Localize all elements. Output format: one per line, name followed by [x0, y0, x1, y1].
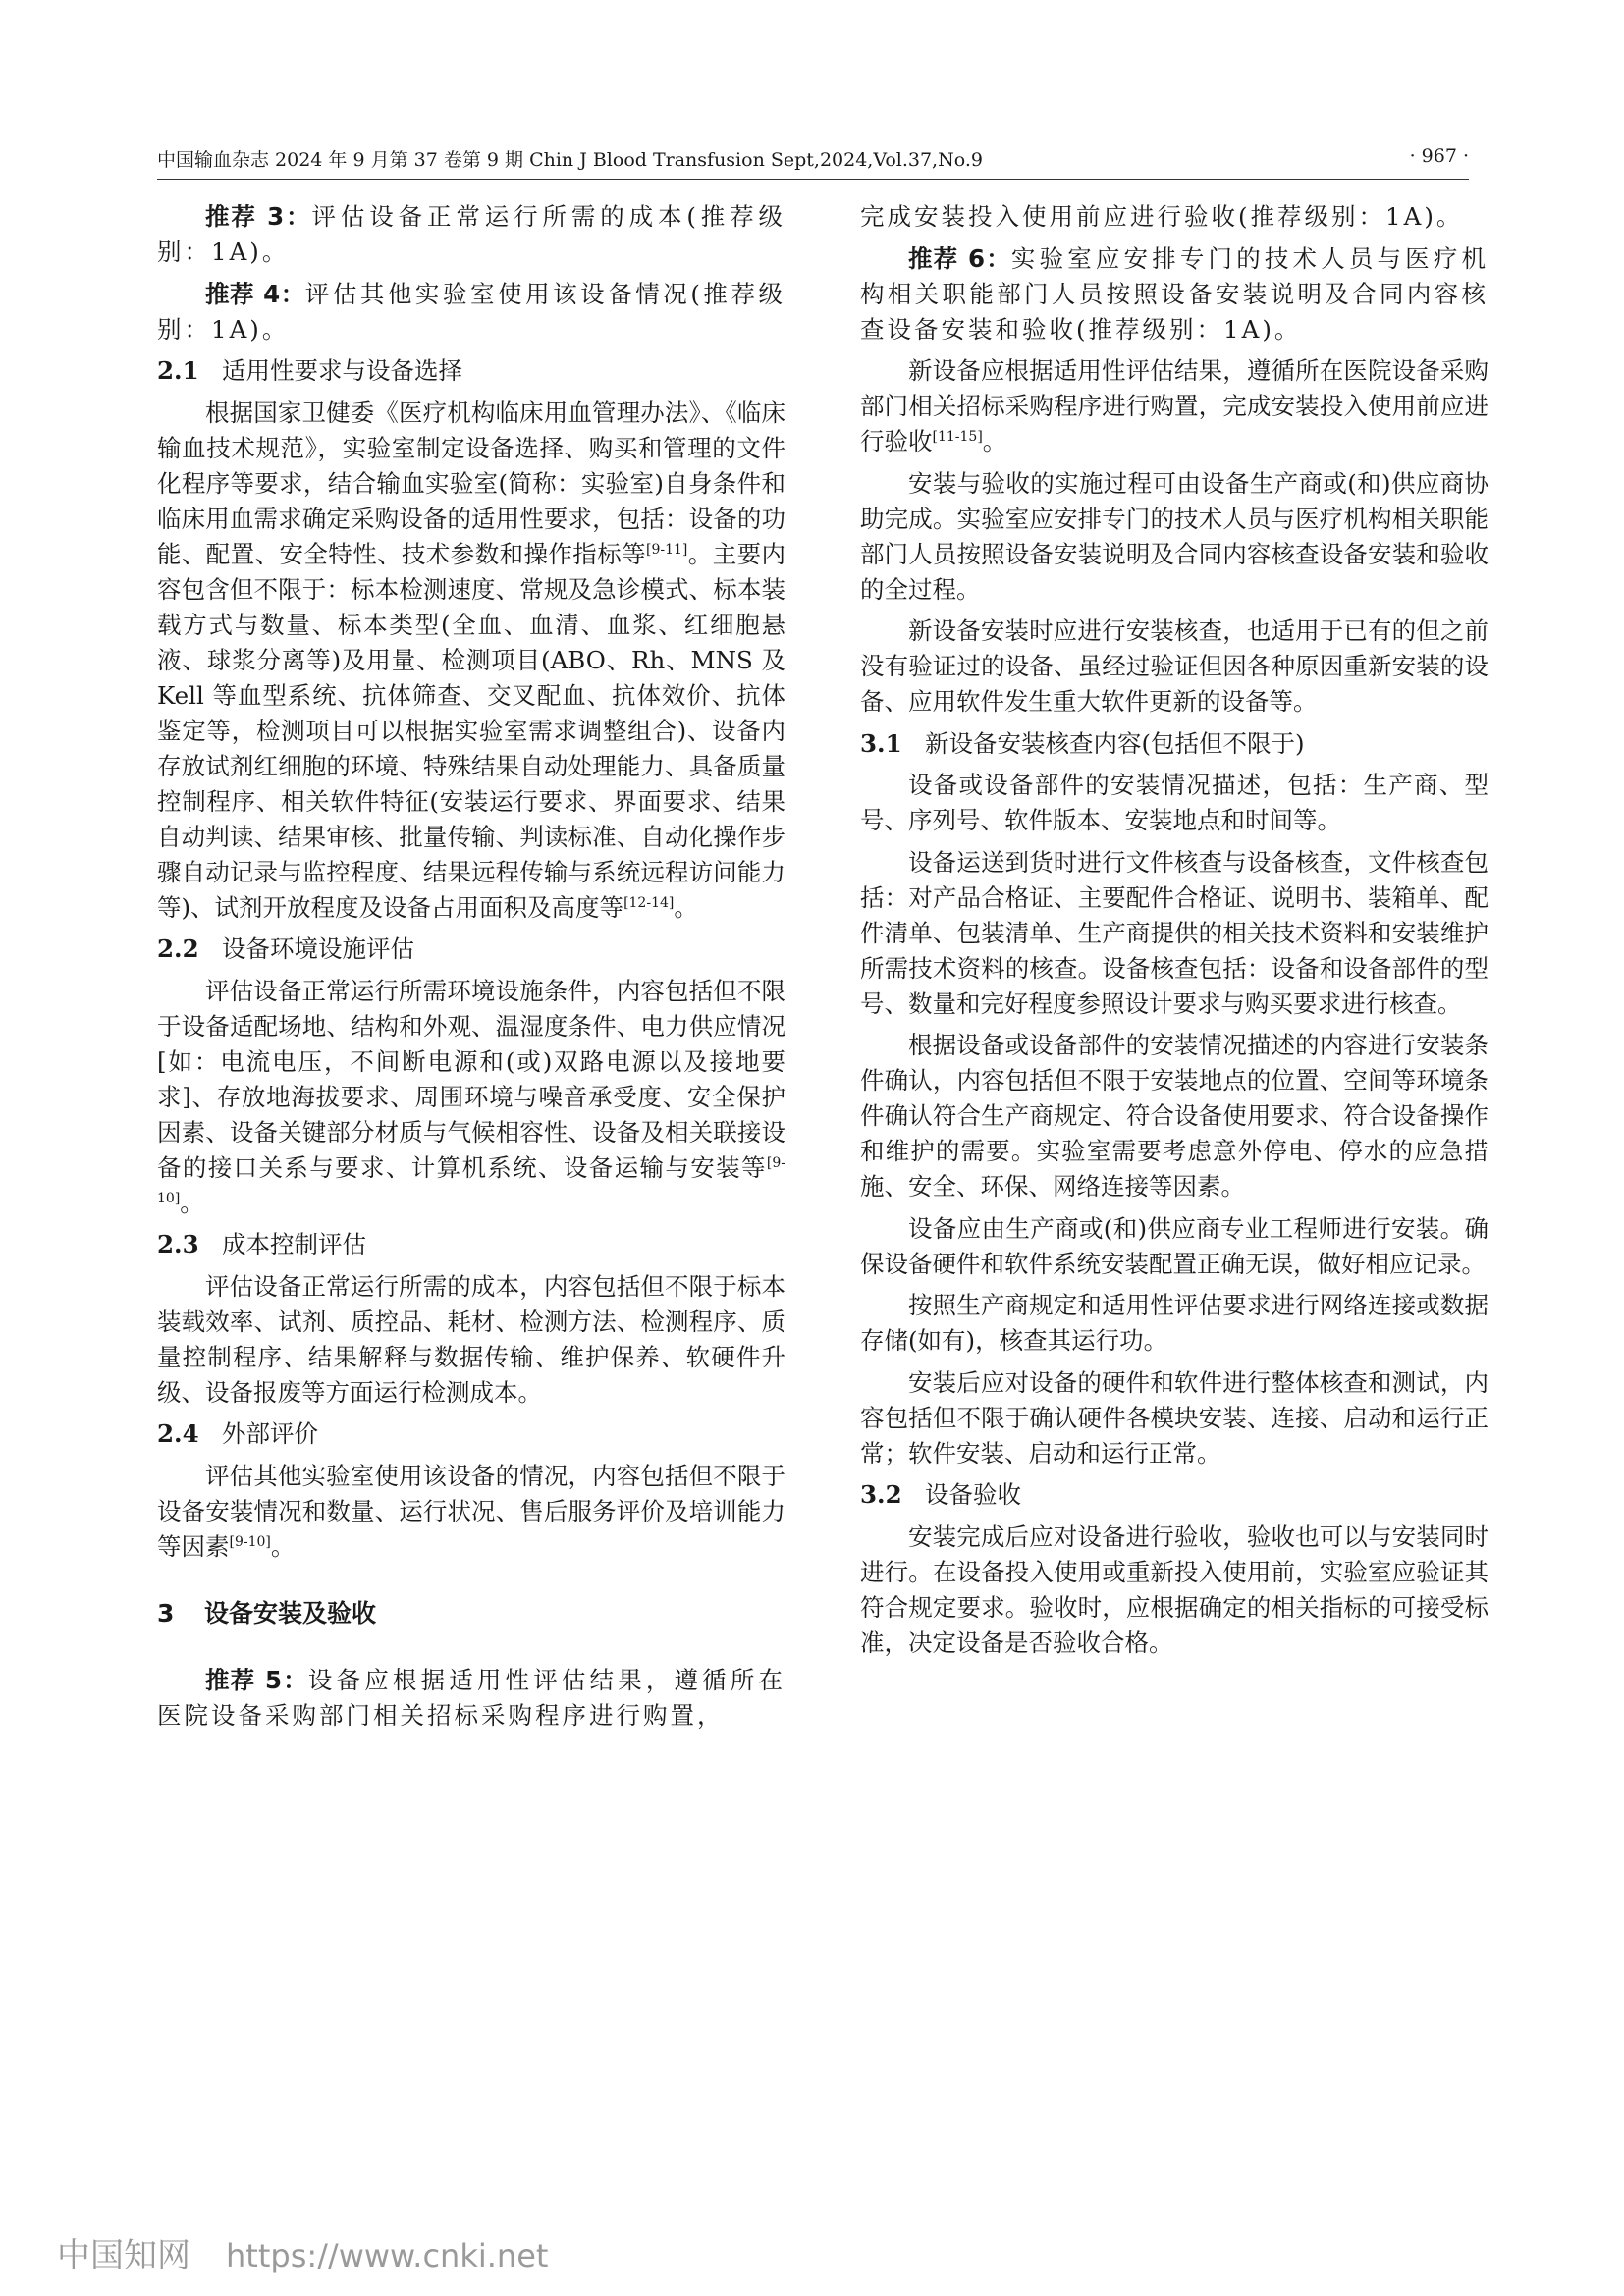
paragraph-2-2: 评估设备正常运行所需环境设施条件，内容包括但不限于设备适配场地、结构和外观、温湿度条件、电力供应情况[如：电流电压，不间断电源和(或)双路电源以及接地要求]、存放地海拔要求、周围环境与噪音承受度、安全保护因素、设备关键部分材质与气候相容性、设备及相关联接设备的接口关系与要求、计算机系统、设备运输与安装等[9-10]。 — [157, 976, 785, 1217]
cnki-url-link[interactable]: https://www.cnki.net — [226, 2237, 549, 2274]
section-heading-3-2: 3.2 设备验收 — [860, 1480, 1021, 1509]
paragraph-2-3: 评估设备正常运行所需的成本，内容包括但不限于标本装载效率、试剂、质控品、耗材、检测方法、检测程序、质量控制程序、结果解释与数据传输、维护保养、软硬件升级、设备报废等方面运行检测成本。 — [157, 1271, 785, 1407]
paragraph-r2: 安装与验收的实施过程可由设备生产商或(和)供应商协助完成。实验室应安排专门的技术人员与医疗机构相关职能部门人员按照设备安装说明及合同内容核查设备安装和验收的全过程。 — [860, 468, 1489, 604]
paragraph-r3: 新设备安装时应进行安装核查，也适用于已有的但之前没有验证过的设备、虽经过验证但因各种原因重新安装的设备、应用软件发生重大软件更新的设备等。 — [860, 616, 1489, 716]
watermark-footer — [57, 2228, 548, 2276]
paragraph-r1: 新设备应根据适用性评估结果，遵循所在医院设备采购部门相关招标采购程序进行购置，完成安装投入使用前应进行验收[11-15]。 — [860, 356, 1489, 455]
recommendation-4: 推荐 4：评估其他实验室使用该设备情况(推荐级别：1A)。 — [157, 279, 786, 344]
citation-ref[interactable]: [12-14] — [623, 894, 675, 911]
paragraph-3-1-b: 设备运送到货时进行文件核查与设备核查，文件核查包括：对产品合格证、主要配件合格证、说明书、装箱单、配件清单、包装清单、生产商提供的相关技术资料和安装维护所需技术资料的核查。设备核查包括：设备和设备部件的型号、数量和完好程度参照设计要求与购买要求进行核查。 — [860, 847, 1489, 1018]
citation-ref[interactable]: [9-11] — [646, 541, 688, 558]
paragraph-3-1-c: 根据设备或设备部件的安装情况描述的内容进行安装条件确认，内容包括但不限于安装地点的位置、空间等环境条件确认符合生产商规定、符合设备使用要求、符合设备操作和维护的需要。实验室需要考虑意外停电、停水的应急措施、安全、环保、网络连接等因素。 — [860, 1031, 1489, 1201]
citation-ref[interactable]: [9-10] — [229, 1533, 271, 1550]
paragraph-2-1: 根据国家卫健委《医疗机构临床用血管理办法》、《临床输血技术规范》，实验室制定设备选择、购买和管理的文件化程序等要求，结合输血实验室(简称：实验室)自身条件和临床用血需求确定采购设备的适用性要求，包括：设备的功能、配置、安全特性、技术参数和操作指标等[9-11]。主要内容包含但不限于：标本检测速度、常规及急诊模式、标本装载方式与数量、标本类型(全血、血清、血浆、红细胞悬液、球浆分离等)及用量、检测项目(ABO、Rh、MNS 及 Kell 等血型系统、抗体筛查、交叉配血、抗体效价、抗体鉴定等，检测项目可以根据实验室需求调整组合)、设备内存放试剂红细胞的环境、特殊结果自动处理能力、具备质量控制程序、相关软件特征(安装运行要求、界面要求、结果自动判读、结果审核、批量传输、判读标准、自动化操作步骤自动记录与监控程度、结果远程传输与系统远程访问能力等)、试剂开放程度及设备占用面积及高度等[12-14]。 — [157, 398, 786, 922]
section-heading-2-4: 2.4 外部评价 — [157, 1419, 318, 1448]
citation-ref[interactable]: [9-10] — [157, 1154, 785, 1206]
paragraph-3-1-d: 设备应由生产商或(和)供应商专业工程师进行安装。确保设备硬件和软件系统安装配置正确无误，做好相应记录。 — [860, 1213, 1489, 1278]
section-heading-2-1: 2.1 适用性要求与设备选择 — [157, 356, 462, 385]
section-heading-3: 3 设备安装及验收 — [157, 1598, 377, 1628]
paragraph-3-1-f: 安装后应对设备的硬件和软件进行整体核查和测试，内容包括但不限于确认硬件各模块安装、连接、启动和运行正常；软件安装、启动和运行正常。 — [860, 1367, 1489, 1468]
left-column — [157, 199, 785, 1739]
section-heading-2-2: 2.2 设备环境设施评估 — [157, 934, 414, 963]
paragraph-3-1-a: 设备或设备部件的安装情况描述，包括：生产商、型号、序列号、软件版本、安装地点和时间等。 — [860, 771, 1489, 834]
journal-citation: 中国输血杂志 2024 年 9 月第 37 卷第 9 期 Chin J Blood Transfusion Sept,2024,Vol.37,No.9 — [157, 149, 983, 171]
paragraph-3-1-e: 按照生产商规定和适用性评估要求进行网络连接或数据存储(如有)，核查其运行功。 — [860, 1291, 1489, 1355]
citation-ref[interactable]: [11-15] — [932, 428, 983, 445]
section-heading-2-3: 2.3 成本控制评估 — [157, 1230, 366, 1258]
page-number: · 967 · — [1409, 145, 1469, 167]
right-column — [860, 199, 1489, 1667]
section-heading-3-1: 3.1 新设备安装核查内容(包括但不限于) — [860, 728, 1305, 758]
recommendation-5: 推荐 5：设备应根据适用性评估结果，遵循所在医院设备采购部门相关招标采购程序进行购置， — [157, 1665, 786, 1730]
running-header — [157, 145, 1469, 180]
recommendation-5-continued: 完成安装投入使用前应进行验收(推荐级别：1A)。 — [860, 202, 1464, 231]
paragraph-3-2: 安装完成后应对设备进行验收，验收也可以与安装同时进行。在设备投入使用或重新投入使用前，实验室应验证其符合规定要求。验收时，应根据确定的相关指标的可接受标准，决定设备是否验收合格。 — [860, 1522, 1489, 1657]
recommendation-3: 推荐 3：评估设备正常运行所需的成本(推荐级别：1A)。 — [157, 202, 785, 266]
cnki-brand: 中国知网 — [57, 2236, 190, 2275]
paragraph-2-4: 评估其他实验室使用该设备的情况，内容包括但不限于设备安装情况和数量、运行状况、售后服务评价及培训能力等因素[9-10]。 — [157, 1461, 785, 1561]
recommendation-6: 推荐 6：实验室应安排专门的技术人员与医疗机构相关职能部门人员按照设备安装说明及合同内容核查设备安装和验收(推荐级别：1A)。 — [860, 243, 1489, 344]
